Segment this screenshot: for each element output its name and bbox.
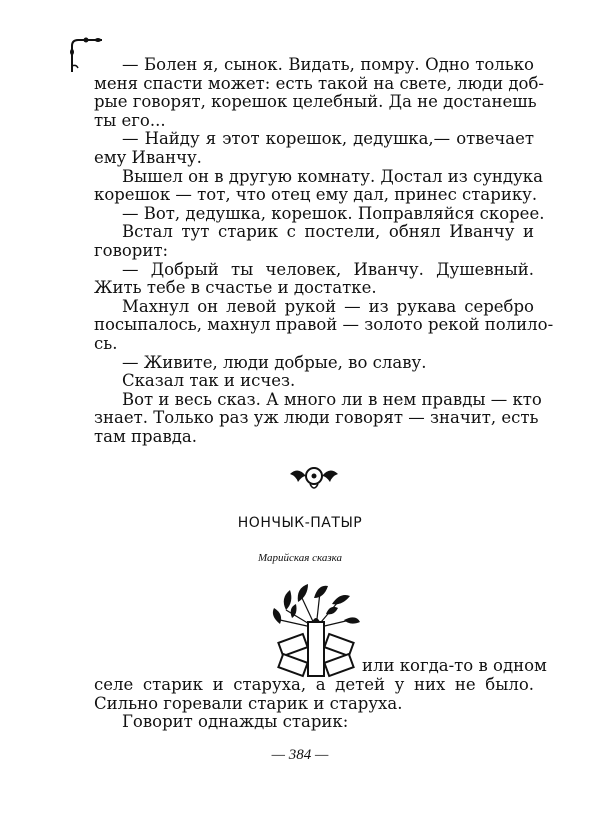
text-line: Вот и весь сказ. А много ли в нем правды — кто xyxy=(122,389,542,409)
text-line: — Найду я этот корешок, дедушка,— отвечает xyxy=(122,129,534,149)
text-line: Вышел он в другую комнату. Достал из сундука xyxy=(122,166,543,186)
text-line: сь. xyxy=(94,333,118,353)
text-line: Встал тут старик с постели, обнял Иванчу и xyxy=(122,222,534,242)
text-line: корешок — тот, что отец ему дал, принес старику. xyxy=(94,185,538,205)
story-first-line: или когда-то в одном xyxy=(362,656,547,675)
text-line: Говорит однажды старик: xyxy=(122,712,349,732)
dropcap-letter-illustration-icon xyxy=(266,580,366,680)
divider-ornament-icon xyxy=(284,462,344,494)
text-line: — Вот, дедушка, корешок. Поправляйся скорее. xyxy=(122,203,545,223)
text-line: Сильно горевали старик и старуха. xyxy=(94,693,403,713)
text-line: ты его... xyxy=(94,110,166,130)
text-line: там правда. xyxy=(94,426,197,446)
text-line: посыпалось, махнул правой — золото рекой полило- xyxy=(94,315,554,335)
text-line: — Живите, люди добрые, во славу. xyxy=(122,352,427,372)
text-line: Махнул он левой рукой — из рукава серебро xyxy=(122,296,534,316)
text-line: рые говорят, корешок целебный. Да не достанешь xyxy=(94,92,537,112)
text-line: Жить тебе в счастье и достатке. xyxy=(94,278,377,298)
text-line: селе старик и старуха, а детей у них не было. xyxy=(94,675,534,694)
text-line: — Добрый ты человек, Иванчу. Душевный. xyxy=(122,259,534,279)
story-subtitle: Марийская сказка xyxy=(257,552,343,564)
story-ending-text xyxy=(94,55,554,446)
text-line: ему Иванчу. xyxy=(94,147,202,167)
story-beginning-text xyxy=(94,676,534,732)
text-line: говорит: xyxy=(94,240,169,260)
page-number: — 384 — xyxy=(271,747,329,763)
text-line: Сказал так и исчез. xyxy=(122,371,296,391)
story-title: НОНЧЫК-ПАТЫР xyxy=(237,515,363,531)
text-line: — Болен я, сынок. Видать, помру. Одно только xyxy=(122,55,534,74)
text-line: знает. Только раз уж люди говорят — значит, есть xyxy=(94,408,539,428)
text-line: меня спасти может: есть такой на свете, люди доб- xyxy=(94,73,545,93)
